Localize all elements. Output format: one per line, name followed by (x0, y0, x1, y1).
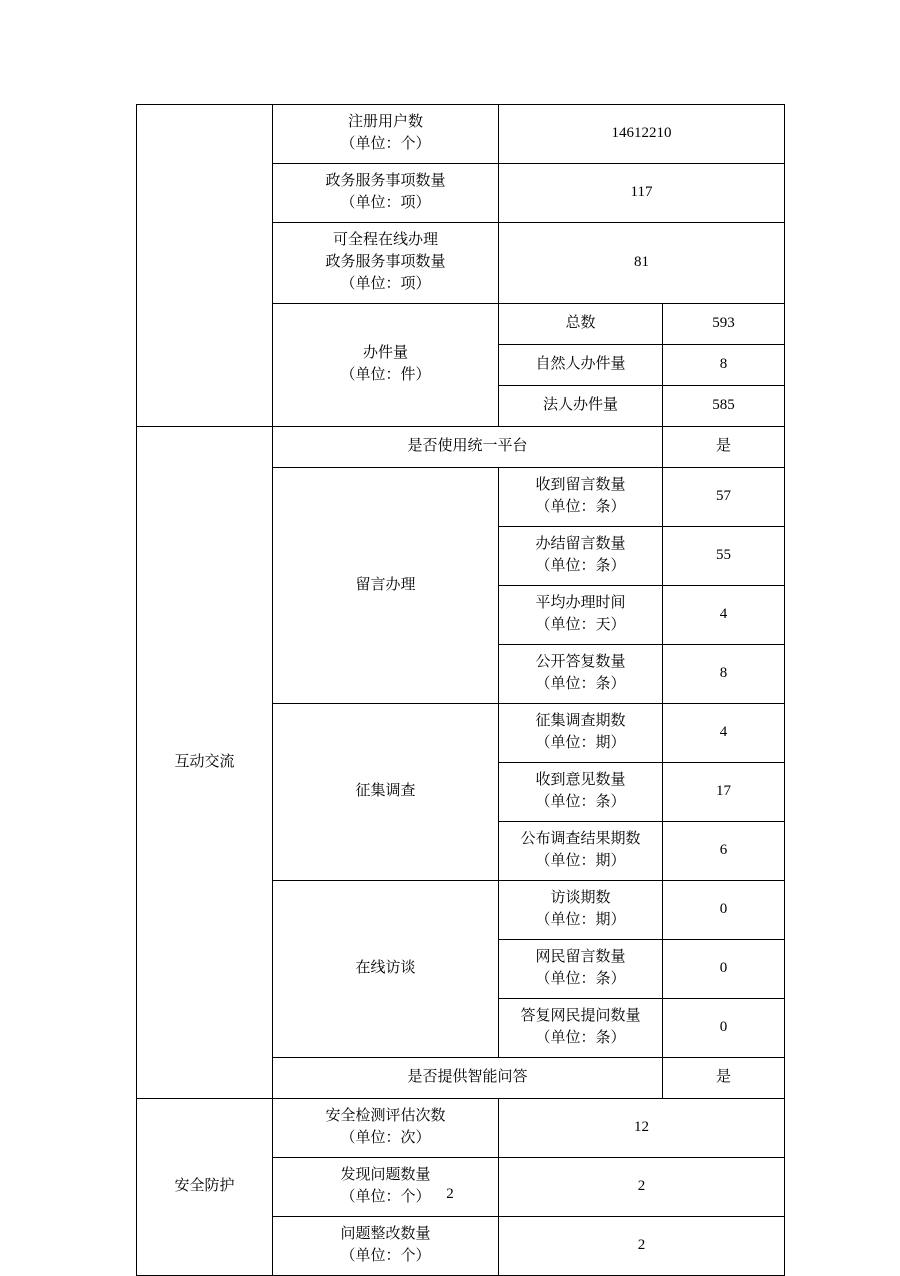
statistics-table (136, 104, 785, 1276)
item-label: 注册用户数 (347, 114, 423, 131)
sub-item-cell-legal-person (499, 386, 663, 427)
item-cell-security-assessments (273, 1099, 499, 1158)
value-cell: 4 (663, 704, 785, 763)
value-cell: 117 (499, 164, 785, 223)
value-cell: 2 (499, 1217, 785, 1276)
sub-item-label: 办结留言数量 (535, 536, 626, 553)
value-cell: 0 (663, 940, 785, 999)
sub-item-unit: （单位：期） (535, 912, 626, 928)
sub-item-unit: （单位：条） (535, 676, 626, 692)
sub-item-unit: （单位：条） (535, 794, 626, 810)
value-cell: 17 (663, 763, 785, 822)
item-unit: （单位：件） (340, 367, 431, 383)
sub-item-unit: （单位：条） (535, 971, 626, 987)
sub-item-label: 答复网民提问数量 (520, 1008, 641, 1025)
item-cell-case-volume (273, 304, 499, 427)
sub-item-label: 收到留言数量 (535, 477, 626, 494)
item-cell-registered-users (273, 105, 499, 164)
item-unit: （单位：次） (340, 1130, 431, 1146)
item-cell-online-interviews (273, 881, 499, 1058)
item-label: 在线访谈 (355, 960, 416, 977)
sub-item-cell-opinions-received (499, 763, 663, 822)
value-cell: 2 (499, 1158, 785, 1217)
sub-item-unit: （单位：期） (535, 853, 626, 869)
item-label: 是否提供智能问答 (407, 1069, 528, 1086)
sub-item-unit: （单位：条） (535, 1030, 626, 1046)
value-cell: 是 (663, 427, 785, 468)
value-cell: 8 (663, 345, 785, 386)
sub-item-label: 网民留言数量 (535, 949, 626, 966)
value-cell: 81 (499, 223, 785, 304)
sub-item-unit: （单位：条） (535, 558, 626, 574)
sub-item-label: 公布调查结果期数 (520, 831, 641, 848)
page-number: 2 (446, 1186, 454, 1202)
item-cell-issues-fixed (273, 1217, 499, 1276)
item-label: 是否使用统一平台 (407, 438, 528, 455)
table-row (137, 427, 785, 468)
item-unit: （单位：项） (340, 195, 431, 211)
sub-item-cell-published-results (499, 822, 663, 881)
sub-item-cell-total (499, 304, 663, 345)
item-label-line2: 政务服务事项数量 (325, 254, 446, 271)
item-cell-service-items (273, 164, 499, 223)
sub-item-label: 征集调查期数 (535, 713, 626, 730)
sub-item-cell-netizen-replies (499, 999, 663, 1058)
group-cell-interaction: 互动交流 (137, 427, 273, 1099)
item-unit: （单位：个） (340, 136, 431, 152)
sub-item-cell-messages-completed (499, 527, 663, 586)
sub-item-label: 收到意见数量 (535, 772, 626, 789)
item-label: 征集调查 (355, 783, 416, 800)
sub-item-cell-messages-received (499, 468, 663, 527)
sub-item-label: 访谈期数 (550, 890, 611, 907)
sub-item-cell-natural-person (499, 345, 663, 386)
value-cell: 6 (663, 822, 785, 881)
sub-item-cell-public-replies (499, 645, 663, 704)
item-label: 留言办理 (355, 576, 416, 593)
group-cell-blank (137, 105, 273, 427)
statistics-table-container (136, 104, 784, 1276)
value-cell: 4 (663, 586, 785, 645)
item-unit: （单位：个） (340, 1189, 431, 1205)
item-label: 问题整改数量 (340, 1226, 431, 1243)
item-unit: （单位：项） (340, 275, 431, 292)
value-cell: 是 (663, 1058, 785, 1099)
value-cell: 585 (663, 386, 785, 427)
sub-item-cell-survey-count (499, 704, 663, 763)
item-label: 政务服务事项数量 (325, 173, 446, 190)
item-label: 发现问题数量 (340, 1167, 431, 1184)
item-cell-message-handling (273, 468, 499, 704)
sub-item-unit: （单位：条） (535, 499, 626, 515)
item-unit: （单位：个） (340, 1248, 431, 1264)
value-cell: 14612210 (499, 105, 785, 164)
value-cell: 0 (663, 881, 785, 940)
sub-item-label: 自然人办件量 (535, 356, 626, 373)
sub-item-unit: （单位：期） (535, 735, 626, 751)
sub-item-cell-interview-count (499, 881, 663, 940)
sub-item-label: 平均办理时间 (535, 595, 626, 612)
item-cell-surveys (273, 704, 499, 881)
sub-item-cell-netizen-messages (499, 940, 663, 999)
sub-item-unit: （单位：天） (535, 617, 626, 633)
item-label: 安全检测评估次数 (325, 1108, 446, 1125)
sub-item-cell-average-time (499, 586, 663, 645)
value-cell: 0 (663, 999, 785, 1058)
value-cell: 55 (663, 527, 785, 586)
sub-item-label: 法人办件量 (542, 397, 618, 414)
value-cell: 12 (499, 1099, 785, 1158)
group-cell-security: 安全防护 (137, 1099, 273, 1276)
table-row (137, 1099, 785, 1158)
item-cell-online-service-items (273, 223, 499, 304)
item-label: 办件量 (362, 345, 408, 362)
value-cell: 57 (663, 468, 785, 527)
item-cell-smart-qa (273, 1058, 663, 1099)
value-cell: 8 (663, 645, 785, 704)
value-cell: 593 (663, 304, 785, 345)
sub-item-label: 公开答复数量 (535, 654, 626, 671)
item-cell-unified-platform (273, 427, 663, 468)
item-label-line1: 可全程在线办理 (332, 232, 438, 249)
sub-item-label: 总数 (565, 315, 596, 332)
table-row (137, 105, 785, 164)
